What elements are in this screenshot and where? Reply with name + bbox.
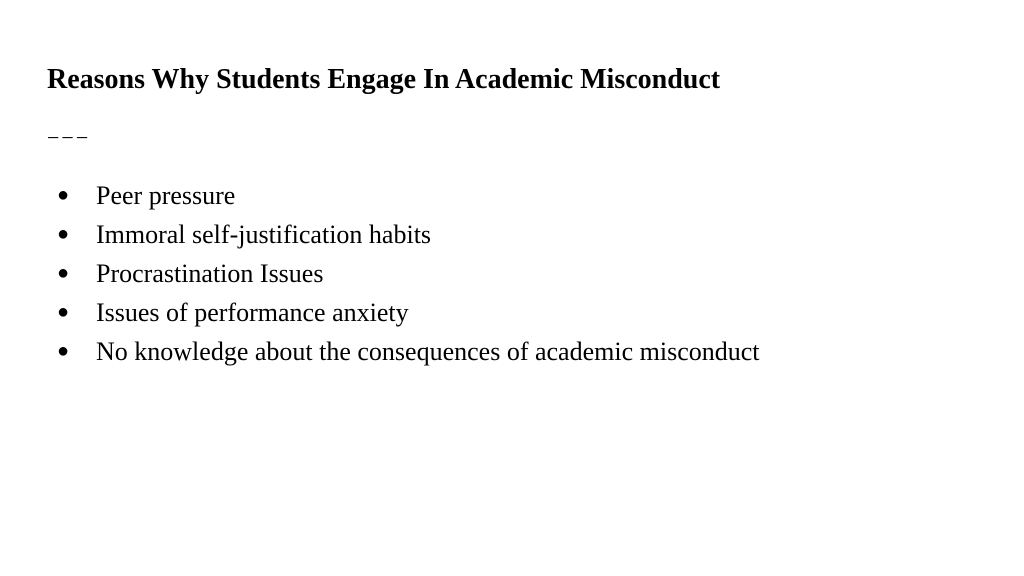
bullet-text: Procrastination Issues: [96, 259, 324, 288]
bullet-icon: ●: [57, 301, 70, 323]
title-divider: −−−: [47, 125, 91, 150]
bullet-text: Peer pressure: [96, 181, 236, 210]
bullet-text: Issues of performance anxiety: [96, 298, 409, 327]
bullet-icon: ●: [57, 262, 70, 284]
bullet-icon: ●: [57, 340, 70, 362]
bullet-icon: ●: [57, 184, 70, 206]
bullet-text: Immoral self-justification habits: [96, 220, 432, 249]
bullet-icon: ●: [57, 223, 70, 245]
bullet-text: No knowledge about the consequences of academic misconduct: [96, 337, 760, 366]
slide-title: Reasons Why Students Engage In Academic Misconduct: [47, 64, 721, 95]
